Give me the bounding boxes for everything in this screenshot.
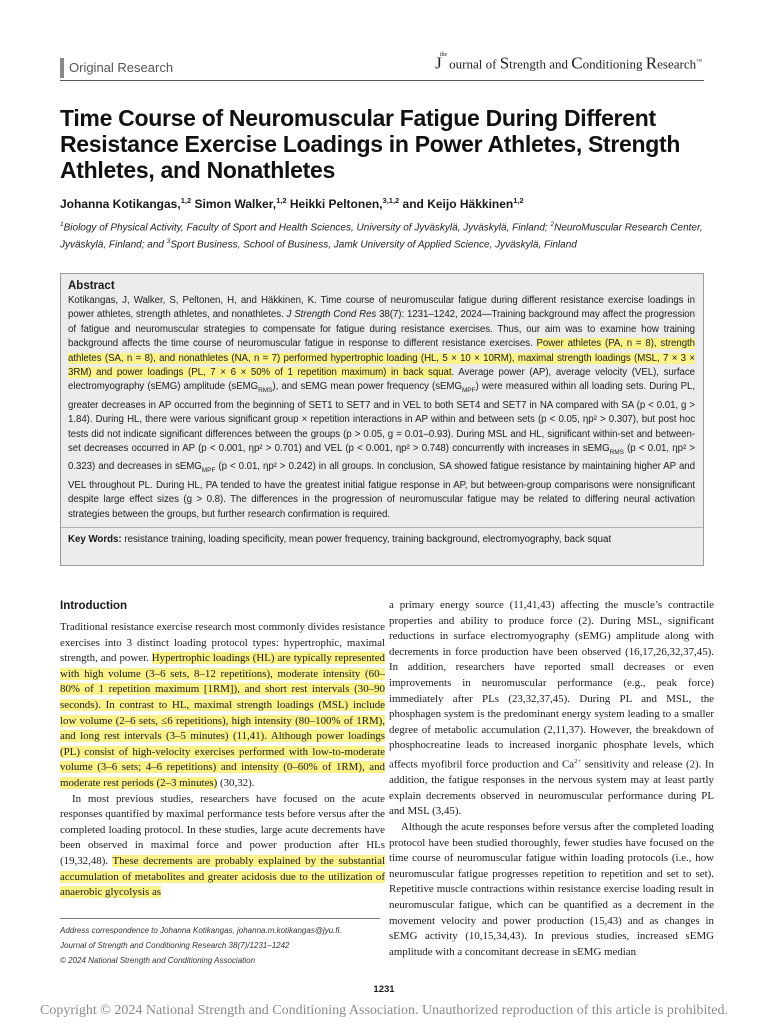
right-column bbox=[389, 598, 714, 960]
journal-citation: Journal of Strength and Conditioning Research 38(7)/1231–1242 bbox=[60, 941, 290, 950]
journal-name: $J^{the}ournal$ of Strength and Conditioning Research™ bbox=[435, 52, 702, 73]
header-rule bbox=[60, 80, 704, 81]
left-column bbox=[60, 598, 385, 901]
affiliations: $^1$Biology of Physical Activity, Faculty of Sport and Health Sciences, University of Jyväskylä, Jyväskylä, Finland; $^2$NeuroMuscular Research Center, Jyväskylä, Finland; and $^3$Sport Business, School of Business, Jamk University of Applied Science, Jyväskylä, Finland bbox=[60, 221, 703, 251]
abstract-box bbox=[60, 273, 704, 566]
introduction-heading: Introduction bbox=[60, 600, 128, 612]
keywords: Key Words: resistance training, loading specificity, mean power frequency, training background, electromyography, back squat bbox=[61, 527, 703, 547]
abstract-heading: Abstract bbox=[68, 280, 115, 292]
copyright-note: © 2024 National Strength and Conditioning Association bbox=[60, 956, 256, 965]
abstract-highlight: Power athletes (PA, n = 8), strength athletes (SA, n = 8), and nonathletes (NA, n = 7) performed hypertrophic loading (HL, 5 × 10 × 10RM), maximal strength loadings (MSL, 7 × 3 × 3RM) and power loadings (PL, 7 × 6 × 50% of 1 repetition maximum) in back squat bbox=[68, 338, 696, 379]
article-title: Time Course of Neuromuscular Fatigue During Different Resistance Exercise Loadings in Power Athletes, Strength Athletes, and Nonathletes bbox=[60, 105, 681, 183]
intro-paragraph-1: Traditional resistance exercise research most commonly divides resistance exercises into 3 distinct loading protocol types: hypertrophic, maximal strength, and power. Hypertrophic loadings (HL) are typically represented with high volume (3–6 sets, 8–12 repetitions), moderate intensity (60–80% of 1 repetition maximum [1RM]), and short rest intervals (30–90 seconds). In contrast to HL, maximal strength loadings (MSL) include low volume (2–6 sets, ≤6 repetitions), high intensity (80–100% of 1RM), and long rest intervals (3–5 minutes) (11,41). Although power loadings (PL) consist of high-velocity exercises performed with low-to-moderate volume (3–6 sets; 4–6 repetitions) and intensity (0–60% of 1RM), and moderate rest periods (2–3 minutes) (30,32). bbox=[60, 621, 385, 789]
intro-paragraph-3: a primary energy source (11,41,43) affecting the muscle’s contractile properties and ability to produce force (2). During MSL, significant reductions in surface electromyography (sEMG) amplitude along with decrements in force production have been observed (16,17,26,32,37,45). In addition, researchers have reported small decreases or even improvements in neuromuscular performance (e.g., peak force) immediately after PLs (23,32,37,45). During PL and MSL, the phosphagen system is the predominant energy system leading to a smaller degree of metabolic accumulation (2,11,37). However, the breakdown of phosphocreatine leads to increased inorganic phosphate levels, which affects myofibril force production and $Ca^{2+}$ sensitivity and release (2). In addition, the fatigue responses in the nervous system may at least partly explain decrements observed in neuromuscular performance during PL and MSL (3,45). bbox=[389, 599, 714, 818]
abstract-text: Kotikangas, J, Walker, S, Peltonen, H, and Häkkinen, K. Time course of neuromuscular fatigue during different resistance exercise loadings in power athletes, strength athletes, and nonathletes. J Strength Cond Res 38(7): 1231–1242, 2024—Training background may affect the progression of fatigue and neuromuscular strategies to compensate for fatigue during resistance exercises. Thus, our aim was to examine how training background affects the time course of neuromuscular fatigue in response to different resistance exercises. Power athletes (PA, n = 8), strength athletes (SA, n = 8), and nonathletes (NA, n = 7) performed hypertrophic loading (HL, 5 × 10 × 10RM), maximal strength loadings (MSL, 7 × 3 × 3RM) and power loadings (PL, 7 × 6 × 50% of 1 repetition maximum) in back squat. Average power (AP), average velocity (VEL), surface electromyography (sEMG) amplitude (sEMG$_{RMS}$), and sEMG mean power frequency (sEMG$_{MPF}$) were measured within all loading sets. During PL, greater decreases in AP occurred from the beginning of SET1 to SET7 and in VEL to both SET4 and SET7 in NA compared with SA (p < 0.01, g > 1.84). During HL, there were various significant group × repetition interactions in AP within and between sets (p < 0.05, ηp² > 0.307), but post hoc tests did not indicate significant differences between the groups (p > 0.05, g = 0.01–0.93). During MSL and HL, significant within-set and between-set decreases occurred in AP (p < 0.001, ηp² > 0.701) and VEL (p < 0.001, ηp² > 0.748) concurrently with increases in sEMG$_{RMS}$ (p < 0.01, ηp² > 0.323) and decreases in sEMG$_{MPF}$ (p < 0.01, ηp² > 0.242) in all groups. In conclusion, SA showed fatigue resistance by maintaining higher AP and VEL throughout PL. During HL, PA tended to have the greatest initial fatigue response in AP, but between-group comparisons were nonsignificant despite large effect sizes (g > 0.8). The differences in the progression of neuromuscular fatigue may be related to differing neural activation strategies between the groups, but further research confirmation is required. bbox=[68, 295, 696, 520]
author-list: Johanna Kotikangas,$^{1,2}$ Simon Walker,$^{1,2}$ Heikki Peltonen,$^{3,1,2}$ and Keijo Häkkinen$^{1,2}$ bbox=[60, 196, 524, 211]
correspondence-note: Address correspondence to Johanna Kotikangas, johanna.m.kotikangas@jyu.fi. bbox=[60, 926, 342, 935]
page-number: 1231 bbox=[373, 984, 395, 995]
section-label: Original Research bbox=[60, 58, 173, 78]
intro-paragraph-4: Although the acute responses before versus after the completed loading protocol have been studied thoroughly, fewer studies have focused on the time course of neuromuscular fatigue within loading protocols (i.e., how neuromuscular fatigue progresses repetition to repetition and set to set). Repetitive muscle contractions within resistance exercise loading result in neuromuscular fatigue, which can be quantified as a decrement in the movement velocity and power production (15,43) and as changes in sEMG activity (10,15,34,43). In previous studies, increased sEMG amplitude with a concomitant decrease in sEMG median bbox=[389, 820, 714, 958]
copyright-watermark: Copyright © 2024 National Strength and Conditioning Association. Unauthorized reproduction of this article is prohibited. bbox=[40, 1003, 728, 1018]
footnotes bbox=[60, 918, 380, 968]
intro-paragraph-2: In most previous studies, researchers have focused on the acute responses quantified by maximal performance tests before versus after the completed loading protocol. In these studies, large acute decrements have been observed in maximal force and power production after HLs (19,32,48). These decrements are probably explained by the substantial accumulation of metabolites and greater acidosis due to the utilization of anaerobic glycolysis as bbox=[60, 792, 385, 899]
